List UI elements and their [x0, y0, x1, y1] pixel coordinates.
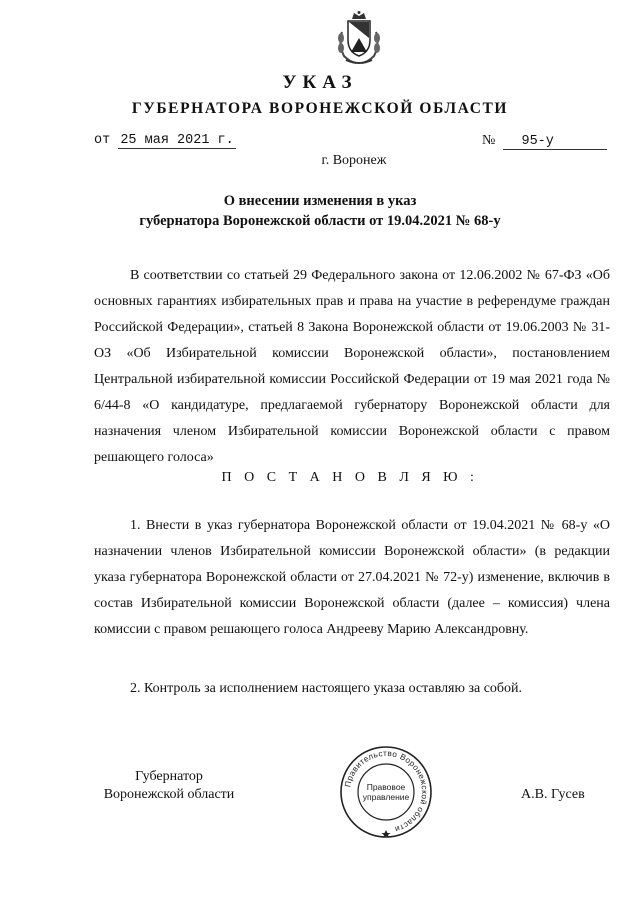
- stamp-center-line-1: Правовое: [366, 782, 406, 792]
- document-subject: [0, 191, 640, 231]
- date-prefix: от: [94, 133, 111, 148]
- official-stamp: [338, 744, 434, 840]
- city: г. Воронеж: [321, 153, 387, 168]
- signatory-role: [94, 768, 244, 804]
- document-type-title: УКАЗ: [282, 72, 358, 93]
- date-value: 25 мая 2021 г.: [120, 133, 234, 148]
- number-value: 95-у: [503, 134, 607, 150]
- signatory-name: А.В. Гусев: [521, 787, 585, 802]
- item-1-paragraph: 1. Внести в указ губернатора Воронежской области от 19.04.2021 № 68-у «О назначении членов Избирательной комиссии Воронежской области» (в редакции указа губернатора Воронежской области от 27.04.2021 № 72-у) изменение, включив в состав Избирательной комиссии Воронежской области (далее – комиссия) члена комиссии с правом решающего голоса Андрееву Марию Александровну.: [94, 518, 610, 637]
- preamble-paragraph: В соответствии со статьей 29 Федерального закона от 12.06.2002 № 67-ФЗ «Об основных гарантиях избирательных прав и права на участие в референдуме граждан Российской Федерации», статьей 8 Закона Воронежской области от 19.06.2003 № 31-ОЗ «Об Избирательной комиссии Воронежской области», постановлением Центральной избирательной комиссии Российской Федерации от 19 мая 2021 года № 6/44-8 «О кандидатуре, предлагаемой губернатору Воронежской области для назначения членом Избирательной комиссии Воронежской области с правом решающего голоса»: [94, 268, 610, 465]
- decree-word: П О С Т А Н О В Л Я Ю :: [221, 470, 479, 485]
- item-2-paragraph: 2. Контроль за исполнением настоящего указа оставляю за собой.: [130, 681, 523, 696]
- signatory-role-line-1: Губернатор: [135, 769, 203, 784]
- document-date: [94, 133, 236, 148]
- coat-of-arms-icon: [334, 10, 384, 66]
- subject-line-1: О внесении изменения в указ: [223, 193, 417, 209]
- stamp-center-line-2: управление: [362, 792, 410, 802]
- subject-line-2: губернатора Воронежской области от 19.04.2021 № 68-у: [139, 213, 501, 229]
- number-sign: №: [482, 133, 496, 148]
- document-number: [482, 133, 607, 150]
- signatory-role-line-2: Воронежской области: [103, 787, 235, 802]
- stamp-ring-text: Правительство Воронежской области: [343, 748, 430, 834]
- issuing-authority: ГУБЕРНАТОРА ВОРОНЕЖСКОЙ ОБЛАСТИ: [131, 100, 509, 117]
